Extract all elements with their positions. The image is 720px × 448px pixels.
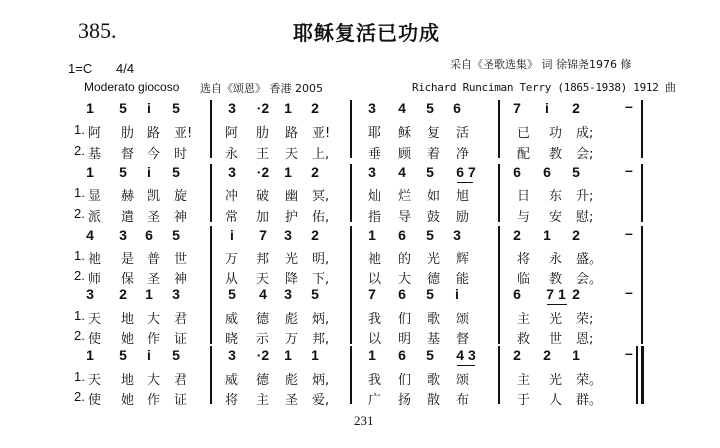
- bar-line: [350, 164, 352, 222]
- lyric-syllable: 亚!: [174, 126, 193, 141]
- lyric-syllable: 阿: [225, 126, 239, 141]
- note: 2: [572, 286, 580, 302]
- note: ·2: [256, 164, 270, 180]
- lyric-syllable: 示: [256, 332, 270, 347]
- lyric-syllable: 基: [88, 147, 102, 162]
- page-number: 231: [354, 413, 374, 428]
- note: 5: [426, 227, 434, 243]
- note: 2: [311, 100, 319, 116]
- lyric-syllable: 日: [517, 189, 531, 204]
- note: 5: [172, 347, 180, 363]
- note: 2: [572, 227, 580, 243]
- lyric-syllable: 们: [398, 312, 412, 327]
- lyric-syllable: 时: [174, 147, 188, 162]
- lyric-syllable: 耶: [368, 126, 382, 141]
- lyric-syllable: 主: [517, 373, 531, 388]
- note: 2: [119, 286, 127, 302]
- lyric-syllable: 救: [517, 332, 531, 347]
- lyric-syllable: 颂: [456, 373, 470, 388]
- lyric-syllable: 爱,: [312, 393, 330, 408]
- lyric-syllable: 烂: [398, 189, 412, 204]
- note: 4 3: [456, 347, 476, 363]
- eighth-underline: [547, 304, 567, 305]
- lyric-syllable: 证: [174, 393, 188, 408]
- note: 6: [513, 286, 521, 302]
- lyric-syllable: 路: [285, 126, 299, 141]
- lyric-syllable: 王: [256, 147, 270, 162]
- lyric-syllable: 路: [147, 126, 161, 141]
- lyric-syllable: 功: [549, 126, 563, 141]
- lyric-syllable: 能: [456, 272, 470, 287]
- lyric-syllable: 荣;: [576, 312, 594, 327]
- lyric-syllable: 歌: [427, 312, 441, 327]
- lyric-syllable: 将: [517, 252, 531, 267]
- lyric-syllable: 天: [88, 312, 102, 327]
- bar-line: [641, 226, 643, 286]
- note: 6: [398, 227, 406, 243]
- verse-number: 1.: [74, 248, 85, 263]
- bar-line: [350, 346, 352, 404]
- time-signature: 4/4: [116, 61, 135, 76]
- lyric-syllable: 永: [225, 147, 239, 162]
- lyric-syllable: 万: [285, 332, 299, 347]
- lyric-syllable: 邦: [256, 252, 270, 267]
- lyric-syllable: 天: [256, 272, 270, 287]
- lyric-syllable: 着: [427, 147, 441, 162]
- lyric-syllable: 今: [147, 147, 161, 162]
- lyric-syllable: 已: [517, 126, 531, 141]
- lyric-syllable: 光: [549, 373, 563, 388]
- bar-line: [210, 164, 212, 222]
- verse-number: 2.: [74, 206, 85, 221]
- note: 3: [284, 286, 292, 302]
- note: 5: [572, 164, 580, 180]
- lyric-syllable: 是: [121, 252, 135, 267]
- lyric-syllable: 炳,: [312, 312, 330, 327]
- lyric-syllable: 布: [456, 393, 470, 408]
- bar-line: [210, 346, 212, 404]
- lyric-syllable: 成;: [576, 126, 594, 141]
- note: 7: [368, 286, 376, 302]
- lyric-syllable: 她: [121, 393, 135, 408]
- lyric-syllable: 教: [549, 272, 563, 287]
- lyric-syllable: 顾: [398, 147, 412, 162]
- lyric-syllable: 德: [256, 312, 270, 327]
- note: i: [545, 100, 549, 116]
- lyric-syllable: 东: [549, 189, 563, 204]
- lyric-syllable: 与: [517, 210, 531, 225]
- note: 1: [368, 227, 376, 243]
- note: 1: [311, 347, 319, 363]
- lyric-syllable: 使: [88, 393, 102, 408]
- lyric-syllable: 威: [225, 373, 239, 388]
- note: 4: [86, 227, 94, 243]
- lyric-syllable: 督: [456, 332, 470, 347]
- note: 6 7: [456, 164, 476, 180]
- words-credit: 采自《圣歌选集》 词 徐锦尧1976 修: [450, 58, 632, 71]
- note: 5: [119, 347, 127, 363]
- lyric-syllable: 指: [368, 210, 382, 225]
- note: 2: [311, 164, 319, 180]
- note: 7 1: [546, 286, 566, 302]
- lyric-syllable: 颂: [456, 312, 470, 327]
- note: 5: [172, 100, 180, 116]
- lyric-syllable: 上,: [312, 147, 330, 162]
- lyric-syllable: 旋: [174, 189, 188, 204]
- lyric-syllable: 派: [88, 210, 102, 225]
- note: 5: [172, 164, 180, 180]
- lyric-syllable: 稣: [398, 126, 412, 141]
- lyric-syllable: 会。: [576, 272, 603, 287]
- note: 5: [426, 347, 434, 363]
- lyric-syllable: 降: [285, 272, 299, 287]
- lyric-syllable: 神: [174, 210, 188, 225]
- note: 2: [311, 227, 319, 243]
- note: i: [230, 227, 234, 243]
- note: 1: [543, 227, 551, 243]
- lyric-syllable: 歌: [427, 373, 441, 388]
- lyric-syllable: 阿: [88, 126, 102, 141]
- lyric-syllable: 导: [398, 210, 412, 225]
- lyric-syllable: 师: [88, 272, 102, 287]
- bar-line: [498, 226, 500, 286]
- sustain-dash: –: [625, 162, 633, 178]
- music-credit: Richard Runciman Terry (1865-1938) 1912 曲: [412, 81, 676, 94]
- lyric-syllable: 广: [368, 393, 382, 408]
- lyric-syllable: 作: [147, 332, 161, 347]
- lyric-syllable: 祂: [88, 252, 102, 267]
- note: 5: [172, 227, 180, 243]
- lyric-syllable: 彪: [285, 373, 299, 388]
- lyric-syllable: 邦,: [312, 332, 330, 347]
- lyric-syllable: 凯: [147, 189, 161, 204]
- note: 3: [228, 347, 236, 363]
- bar-line: [498, 164, 500, 222]
- lyric-syllable: 她: [121, 332, 135, 347]
- hymn-number: 385.: [78, 18, 117, 43]
- lyric-syllable: 垂: [368, 147, 382, 162]
- lyric-syllable: 德: [427, 272, 441, 287]
- lyric-syllable: 基: [427, 332, 441, 347]
- verse-number: 2.: [74, 268, 85, 283]
- verse-number: 1.: [74, 185, 85, 200]
- lyric-syllable: 保: [121, 272, 135, 287]
- bar-line: [350, 226, 352, 286]
- lyric-syllable: 以: [368, 332, 382, 347]
- lyric-syllable: 圣: [285, 393, 299, 408]
- verse-number: 2.: [74, 389, 85, 404]
- lyric-syllable: 世: [549, 332, 563, 347]
- lyric-syllable: 荣。: [576, 373, 603, 388]
- lyric-syllable: 散: [427, 393, 441, 408]
- lyric-syllable: 旭: [456, 189, 470, 204]
- note: 3: [86, 286, 94, 302]
- note: ·2: [256, 347, 270, 363]
- eighth-underline: [457, 365, 475, 366]
- bar-line: [641, 100, 643, 158]
- note: 3: [453, 227, 461, 243]
- note: i: [147, 164, 151, 180]
- lyric-syllable: 亚!: [312, 126, 331, 141]
- lyric-syllable: 幽: [285, 189, 299, 204]
- lyric-syllable: 群。: [576, 393, 603, 408]
- lyric-syllable: 人: [549, 393, 563, 408]
- note: 7: [259, 227, 267, 243]
- verse-number: 1.: [74, 308, 85, 323]
- verse-number: 1.: [74, 122, 85, 137]
- lyric-syllable: 加: [256, 210, 270, 225]
- bar-line: [210, 226, 212, 286]
- note: 3: [228, 100, 236, 116]
- lyric-syllable: 炳,: [312, 373, 330, 388]
- lyric-syllable: 鼓: [427, 210, 441, 225]
- lyric-syllable: 威: [225, 312, 239, 327]
- lyric-syllable: 显: [88, 189, 102, 204]
- sustain-dash: –: [625, 225, 633, 241]
- note: i: [455, 286, 459, 302]
- lyric-syllable: 光: [427, 252, 441, 267]
- note: 5: [426, 100, 434, 116]
- note: 3: [228, 164, 236, 180]
- lyric-syllable: 赫: [121, 189, 135, 204]
- lyric-syllable: 励: [456, 210, 470, 225]
- note: 5: [119, 164, 127, 180]
- bar-line: [498, 346, 500, 404]
- bar-line: [210, 100, 212, 158]
- lyric-syllable: 光: [285, 252, 299, 267]
- lyric-syllable: 辉: [456, 252, 470, 267]
- lyric-syllable: 永: [549, 252, 563, 267]
- note: 5: [228, 286, 236, 302]
- note: 6: [145, 227, 153, 243]
- lyric-syllable: 冥,: [312, 189, 330, 204]
- lyric-syllable: 破: [256, 189, 270, 204]
- lyric-syllable: 活: [456, 126, 470, 141]
- bar-line: [641, 164, 643, 222]
- lyric-syllable: 大: [147, 373, 161, 388]
- lyric-syllable: 的: [398, 252, 412, 267]
- note: 4: [398, 164, 406, 180]
- lyric-syllable: 君: [174, 312, 188, 327]
- lyric-syllable: 冲: [225, 189, 239, 204]
- lyric-syllable: 复: [427, 126, 441, 141]
- lyric-syllable: 圣: [147, 272, 161, 287]
- lyric-syllable: 从: [225, 272, 239, 287]
- lyric-syllable: 万: [225, 252, 239, 267]
- lyric-syllable: 们: [398, 373, 412, 388]
- note: 6: [543, 164, 551, 180]
- note: 2: [572, 100, 580, 116]
- note: 3: [368, 164, 376, 180]
- bar-line: [350, 286, 352, 344]
- lyric-syllable: 灿: [368, 189, 382, 204]
- note: 4: [259, 286, 267, 302]
- lyric-syllable: 慰;: [576, 210, 594, 225]
- lyric-syllable: 我: [368, 312, 382, 327]
- sustain-dash: –: [625, 345, 633, 361]
- lyric-syllable: 主: [517, 312, 531, 327]
- note: 1: [86, 347, 94, 363]
- lyric-syllable: 安: [549, 210, 563, 225]
- lyric-syllable: 世: [174, 252, 188, 267]
- lyric-syllable: 教: [549, 147, 563, 162]
- lyric-syllable: 护: [285, 210, 299, 225]
- lyric-syllable: 祂: [368, 252, 382, 267]
- note: 1: [284, 100, 292, 116]
- lyric-syllable: 我: [368, 373, 382, 388]
- lyric-syllable: 下,: [312, 272, 330, 287]
- verse-number: 2.: [74, 328, 85, 343]
- note: 5: [426, 164, 434, 180]
- sustain-dash: –: [625, 284, 633, 300]
- lyric-syllable: 天: [88, 373, 102, 388]
- lyric-syllable: 天: [285, 147, 299, 162]
- lyric-syllable: 大: [147, 312, 161, 327]
- lyric-syllable: 明,: [312, 252, 330, 267]
- note: 6: [453, 100, 461, 116]
- note: 1: [145, 286, 153, 302]
- bar-line: [210, 286, 212, 344]
- lyric-syllable: 净: [456, 147, 470, 162]
- lyric-syllable: 地: [121, 373, 135, 388]
- note: 6: [398, 286, 406, 302]
- lyric-syllable: 作: [147, 393, 161, 408]
- note: 6: [513, 164, 521, 180]
- note: 1: [284, 164, 292, 180]
- lyric-syllable: 证: [174, 332, 188, 347]
- lyric-syllable: 将: [225, 393, 239, 408]
- verse-number: 1.: [74, 369, 85, 384]
- note: 1: [284, 347, 292, 363]
- note: 5: [426, 286, 434, 302]
- lyric-syllable: 配: [517, 147, 531, 162]
- verse-number: 2.: [74, 143, 85, 158]
- lyric-syllable: 神: [174, 272, 188, 287]
- lyric-syllable: 肋: [121, 126, 135, 141]
- bar-line: [641, 286, 643, 344]
- lyric-syllable: 恩;: [576, 332, 594, 347]
- lyric-syllable: 肋: [256, 126, 270, 141]
- lyric-syllable: 佑,: [312, 210, 330, 225]
- hymn-title: 耶稣复活已功成: [293, 21, 440, 45]
- lyric-syllable: 临: [517, 272, 531, 287]
- note: 2: [513, 347, 521, 363]
- note: i: [147, 347, 151, 363]
- lyric-syllable: 君: [174, 373, 188, 388]
- lyric-syllable: 圣: [147, 210, 161, 225]
- note: 2: [513, 227, 521, 243]
- note: ·2: [256, 100, 270, 116]
- lyric-syllable: 督: [121, 147, 135, 162]
- note: 3: [284, 227, 292, 243]
- note: 3: [368, 100, 376, 116]
- lyric-syllable: 会;: [576, 147, 594, 162]
- lyric-syllable: 扬: [398, 393, 412, 408]
- note: 1: [368, 347, 376, 363]
- lyric-syllable: 地: [121, 312, 135, 327]
- lyric-syllable: 彪: [285, 312, 299, 327]
- lyric-syllable: 于: [517, 393, 531, 408]
- lyric-syllable: 德: [256, 373, 270, 388]
- lyric-syllable: 盛。: [576, 252, 603, 267]
- bar-line: [641, 346, 644, 404]
- lyric-syllable: 使: [88, 332, 102, 347]
- lyric-syllable: 以: [368, 272, 382, 287]
- note: 3: [119, 227, 127, 243]
- note: 6: [398, 347, 406, 363]
- lyric-syllable: 主: [256, 393, 270, 408]
- bar-line: [636, 346, 638, 404]
- note: i: [147, 100, 151, 116]
- eighth-underline: [457, 182, 473, 183]
- bar-line: [498, 100, 500, 158]
- lyric-syllable: 明: [398, 332, 412, 347]
- note: 1: [572, 347, 580, 363]
- lyric-syllable: 遣: [121, 210, 135, 225]
- lyric-syllable: 常: [225, 210, 239, 225]
- lyric-syllable: 升;: [576, 189, 594, 204]
- lyric-syllable: 普: [147, 252, 161, 267]
- bar-line: [350, 100, 352, 158]
- tempo-marking: Moderato giocoso: [84, 80, 180, 94]
- note: 5: [311, 286, 319, 302]
- lyric-syllable: 如: [427, 189, 441, 204]
- note: 1: [86, 100, 94, 116]
- note: 5: [119, 100, 127, 116]
- note: 2: [543, 347, 551, 363]
- lyric-syllable: 大: [398, 272, 412, 287]
- bar-line: [498, 286, 500, 344]
- source-note: 选自《颂恩》 香港 2005: [200, 82, 323, 95]
- lyric-syllable: 光: [549, 312, 563, 327]
- note: 7: [513, 100, 521, 116]
- note: 3: [172, 286, 180, 302]
- key-signature: 1=C: [68, 61, 93, 76]
- note: 4: [398, 100, 406, 116]
- sustain-dash: –: [625, 98, 633, 114]
- lyric-syllable: 晓: [225, 332, 239, 347]
- note: 1: [86, 164, 94, 180]
